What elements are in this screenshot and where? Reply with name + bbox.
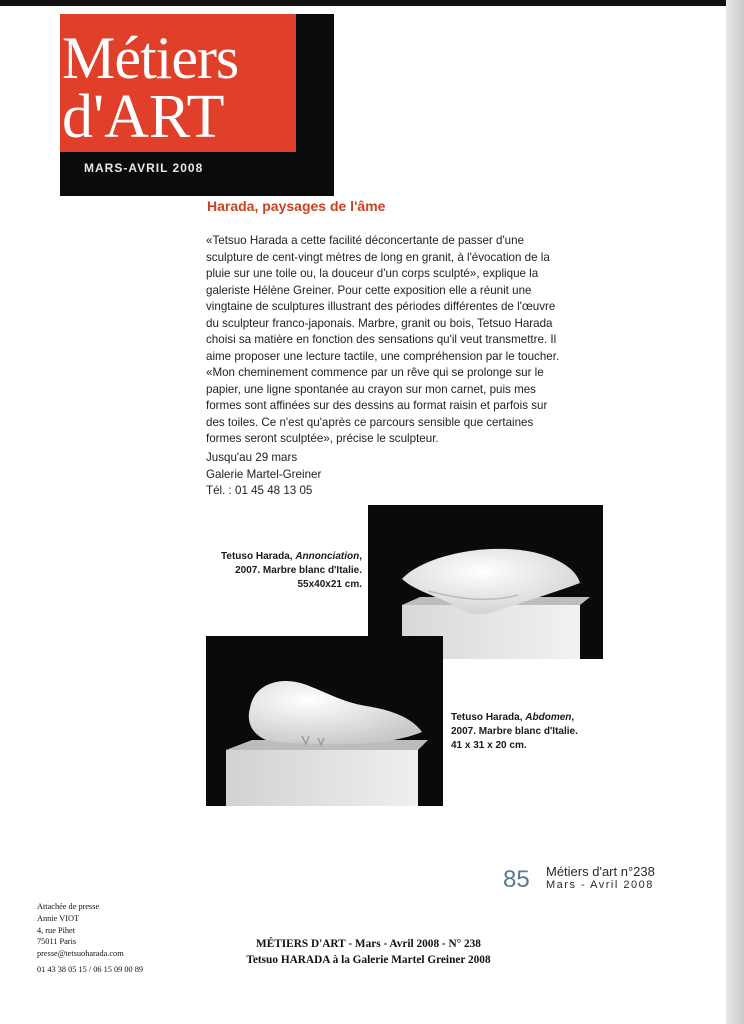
article-line: des toiles. Ce n'est qu'après ce parcours sensible que certaines bbox=[206, 415, 534, 429]
gallery-phone: Tél. : 01 45 48 13 05 bbox=[206, 484, 313, 497]
source-reference bbox=[226, 937, 511, 968]
photo-abdomen bbox=[206, 636, 443, 806]
caption-dimensions: 41 x 31 x 20 cm. bbox=[451, 740, 527, 751]
article-line: aime proposer une lecture tactile, une compréhension par le toucher. bbox=[206, 349, 560, 363]
masthead-title-line2: d'ART bbox=[62, 83, 225, 151]
article-line: formes seront sculptée», précise le sculpteur. bbox=[206, 432, 439, 445]
masthead-issue-date: MARS-AVRIL 2008 bbox=[84, 161, 204, 175]
article-line: galeriste Hélène Greiner. Pour cette exposition elle a réunit une bbox=[206, 283, 532, 297]
caption-annonciation: Tetuso Harada, Annonciation, 2007. Marbre blanc d'Italie. 55x40x21 cm. bbox=[212, 550, 362, 592]
article-line: choisi sa matière en fonction des sensations qu'il veut transmettre. Il bbox=[206, 333, 557, 346]
article-body bbox=[206, 233, 591, 448]
source-line-2: Tetsuo HARADA à la Galerie Martel Greiner 2008 bbox=[246, 953, 491, 966]
caption-dimensions: 55x40x21 cm. bbox=[297, 579, 362, 590]
source-line-1: MÉTIERS D'ART - Mars - Avril 2008 - N° 238 bbox=[256, 938, 481, 950]
caption-artist: Tetuso Harada, bbox=[221, 551, 296, 562]
press-name: Annie VIOT bbox=[37, 913, 80, 923]
exhibition-dates: Jusqu'au 29 mars bbox=[206, 451, 298, 464]
caption-year-material: 2007. Marbre blanc d'Italie. bbox=[235, 565, 362, 576]
press-contact bbox=[37, 901, 143, 976]
exhibition-info bbox=[206, 450, 321, 500]
article-line: sculpture de cent-vingt mètres de long en granit, à l'évocation de la bbox=[206, 250, 550, 264]
masthead-title-line1: Métiers bbox=[62, 25, 239, 91]
article-line: du sculpteur franco-japonais. Marbre, granit ou bois, Tetsuo Harada bbox=[206, 316, 553, 330]
page-number: 85 bbox=[503, 866, 530, 893]
article-title: Harada, paysages de l'âme bbox=[207, 198, 386, 214]
press-email: presse@tetsuoharada.com bbox=[37, 949, 124, 959]
masthead bbox=[60, 14, 334, 196]
caption-year-material: 2007. Marbre blanc d'Italie. bbox=[451, 726, 578, 737]
press-street: 4, rue Pihet bbox=[37, 925, 76, 935]
masthead-logo bbox=[60, 14, 296, 152]
article-line: vingtaine de sculptures illustrant des périodes différentes de l'œuvre bbox=[206, 300, 556, 313]
scan-right-edge bbox=[726, 0, 744, 1024]
scan-top-edge bbox=[0, 0, 744, 6]
article-line: papier, une ligne spontanée au crayon sur mon carnet, puis mes bbox=[206, 382, 536, 396]
caption-abdomen: Tetuso Harada, Abdomen, 2007. Marbre blanc d'Italie. 41 x 31 x 20 cm. bbox=[451, 712, 578, 751]
press-phones: 01 43 38 05 15 / 06 15 09 00 89 bbox=[37, 964, 144, 974]
article-line: pluie sur une toile ou, la douceur d'un corps sculpté», explique la bbox=[206, 267, 539, 280]
caption-artist: Tetuso Harada, bbox=[451, 712, 526, 723]
press-role: Attachée de presse bbox=[37, 902, 100, 911]
press-city: 75011 Paris bbox=[37, 937, 77, 947]
article-line: «Tetsuo Harada a cette facilité déconcertante de passer d'une bbox=[206, 234, 525, 247]
article-line: «Mon cheminement commence par un rêve qui se prolonge sur le bbox=[206, 366, 544, 379]
gallery-name: Galerie Martel-Greiner bbox=[206, 467, 322, 481]
article-line: formes sont affinées sur des dessins au format raisin et parfois sur bbox=[206, 399, 548, 412]
caption-work-title: Annonciation bbox=[295, 551, 360, 562]
sculpture-abdomen-image bbox=[206, 636, 443, 806]
folio-date: Mars - Avril 2008 bbox=[546, 879, 654, 891]
caption-work-title: Abdomen bbox=[525, 712, 572, 723]
folio-magazine: Métiers d'art n°238 bbox=[546, 864, 655, 879]
